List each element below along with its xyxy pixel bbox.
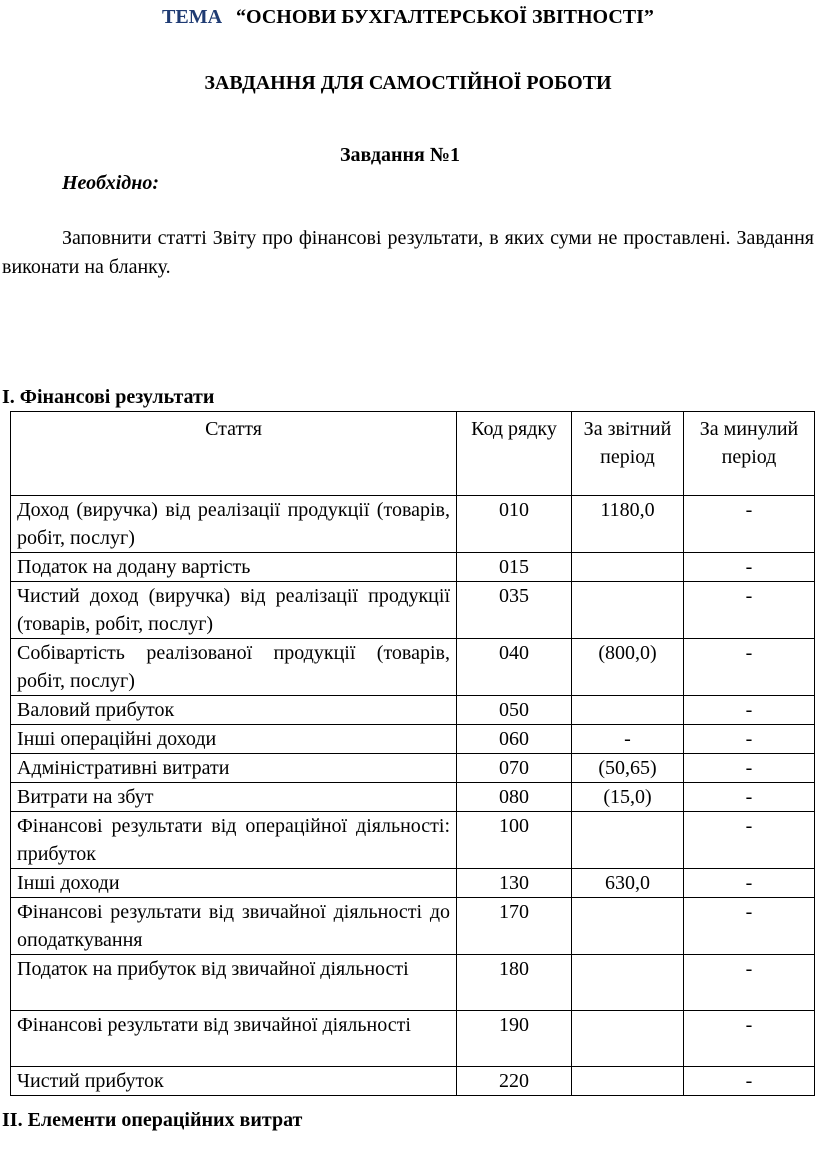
row-current-value: - bbox=[572, 725, 684, 754]
column-header-previous: За минулий період bbox=[684, 412, 815, 496]
row-previous-value: - bbox=[684, 639, 815, 696]
row-item-name: Адміністративні витрати bbox=[11, 754, 457, 783]
row-code: 015 bbox=[457, 553, 572, 582]
topic-title: “ОСНОВИ БУХГАЛТЕРСЬКОЇ ЗВІТНОСТІ” bbox=[236, 6, 654, 28]
table-row bbox=[11, 955, 815, 1011]
row-code: 070 bbox=[457, 754, 572, 783]
row-previous-value: - bbox=[684, 869, 815, 898]
row-code: 050 bbox=[457, 696, 572, 725]
row-current-value bbox=[572, 582, 684, 639]
row-item-name: Чистий доход (виручка) від реалізації продукції (товарів, робіт, послуг) bbox=[11, 582, 457, 639]
table-row bbox=[11, 696, 815, 725]
assignment-heading: ЗАВДАННЯ ДЛЯ САМОСТІЙНОЇ РОБОТИ bbox=[204, 72, 612, 94]
table-row bbox=[11, 553, 815, 582]
row-previous-value: - bbox=[684, 725, 815, 754]
row-code: 220 bbox=[457, 1067, 572, 1096]
row-current-value bbox=[572, 955, 684, 1011]
row-current-value: (50,65) bbox=[572, 754, 684, 783]
row-current-value: (15,0) bbox=[572, 783, 684, 812]
row-item-name: Інші операційні доходи bbox=[11, 725, 457, 754]
row-current-value bbox=[572, 696, 684, 725]
row-previous-value: - bbox=[684, 898, 815, 955]
needed-label: Необхідно: bbox=[62, 172, 159, 194]
table-row bbox=[11, 1067, 815, 1096]
table-header-row bbox=[11, 412, 815, 496]
row-previous-value: - bbox=[684, 553, 815, 582]
row-previous-value: - bbox=[684, 754, 815, 783]
row-code: 035 bbox=[457, 582, 572, 639]
row-item-name: Чистий прибуток bbox=[11, 1067, 457, 1096]
row-current-value bbox=[572, 1067, 684, 1096]
row-current-value: (800,0) bbox=[572, 639, 684, 696]
row-previous-value: - bbox=[684, 1011, 815, 1067]
table-body bbox=[11, 496, 815, 1096]
table-row bbox=[11, 812, 815, 869]
row-item-name: Доход (виручка) від реалізації продукції (товарів, робіт, послуг) bbox=[11, 496, 457, 553]
row-current-value: 630,0 bbox=[572, 869, 684, 898]
table-row bbox=[11, 496, 815, 553]
row-code: 100 bbox=[457, 812, 572, 869]
row-item-name: Фінансові результати від операційної діяльності: прибуток bbox=[11, 812, 457, 869]
row-current-value bbox=[572, 553, 684, 582]
table-row bbox=[11, 869, 815, 898]
section-2-title: ІІ. Елементи операційних витрат bbox=[2, 1109, 303, 1131]
row-previous-value: - bbox=[684, 496, 815, 553]
row-previous-value: - bbox=[684, 582, 815, 639]
row-item-name: Інші доходи bbox=[11, 869, 457, 898]
column-header-code: Код рядку bbox=[457, 412, 572, 496]
table-row bbox=[11, 582, 815, 639]
topic-label: ТЕМА bbox=[162, 6, 223, 28]
document-title bbox=[0, 6, 816, 29]
row-previous-value: - bbox=[684, 1067, 815, 1096]
row-item-name: Витрати на збут bbox=[11, 783, 457, 812]
row-current-value bbox=[572, 812, 684, 869]
row-item-name: Валовий прибуток bbox=[11, 696, 457, 725]
row-code: 190 bbox=[457, 1011, 572, 1067]
table-row bbox=[11, 725, 815, 754]
table-row bbox=[11, 1011, 815, 1067]
row-item-name: Податок на прибуток від звичайної діяльності bbox=[11, 955, 457, 1011]
row-item-name: Фінансові результати від звичайної діяльності до оподаткування bbox=[11, 898, 457, 955]
row-previous-value: - bbox=[684, 812, 815, 869]
row-previous-value: - bbox=[684, 955, 815, 1011]
task-instruction: Заповнити статті Звіту про фінансові результати, в яких суми не проставлені. Завдання виконати на бланку. bbox=[2, 227, 814, 278]
table-row bbox=[11, 783, 815, 812]
row-item-name: Податок на додану вартість bbox=[11, 553, 457, 582]
row-code: 040 bbox=[457, 639, 572, 696]
row-code: 060 bbox=[457, 725, 572, 754]
table-row bbox=[11, 754, 815, 783]
row-code: 010 bbox=[457, 496, 572, 553]
row-code: 130 bbox=[457, 869, 572, 898]
table-row bbox=[11, 639, 815, 696]
column-header-current: За звітний період bbox=[572, 412, 684, 496]
table-row bbox=[11, 898, 815, 955]
row-previous-value: - bbox=[684, 696, 815, 725]
row-code: 080 bbox=[457, 783, 572, 812]
row-current-value bbox=[572, 1011, 684, 1067]
column-header-item: Стаття bbox=[11, 412, 457, 496]
task-number: Завдання №1 bbox=[340, 144, 460, 166]
row-previous-value: - bbox=[684, 783, 815, 812]
section-1-title: І. Фінансові результати bbox=[2, 386, 215, 408]
row-code: 170 bbox=[457, 898, 572, 955]
row-item-name: Фінансові результати від звичайної діяльності bbox=[11, 1011, 457, 1067]
financial-results-table bbox=[10, 411, 815, 1096]
row-code: 180 bbox=[457, 955, 572, 1011]
row-current-value: 1180,0 bbox=[572, 496, 684, 553]
row-current-value bbox=[572, 898, 684, 955]
row-item-name: Собівартість реалізованої продукції (товарів, робіт, послуг) bbox=[11, 639, 457, 696]
